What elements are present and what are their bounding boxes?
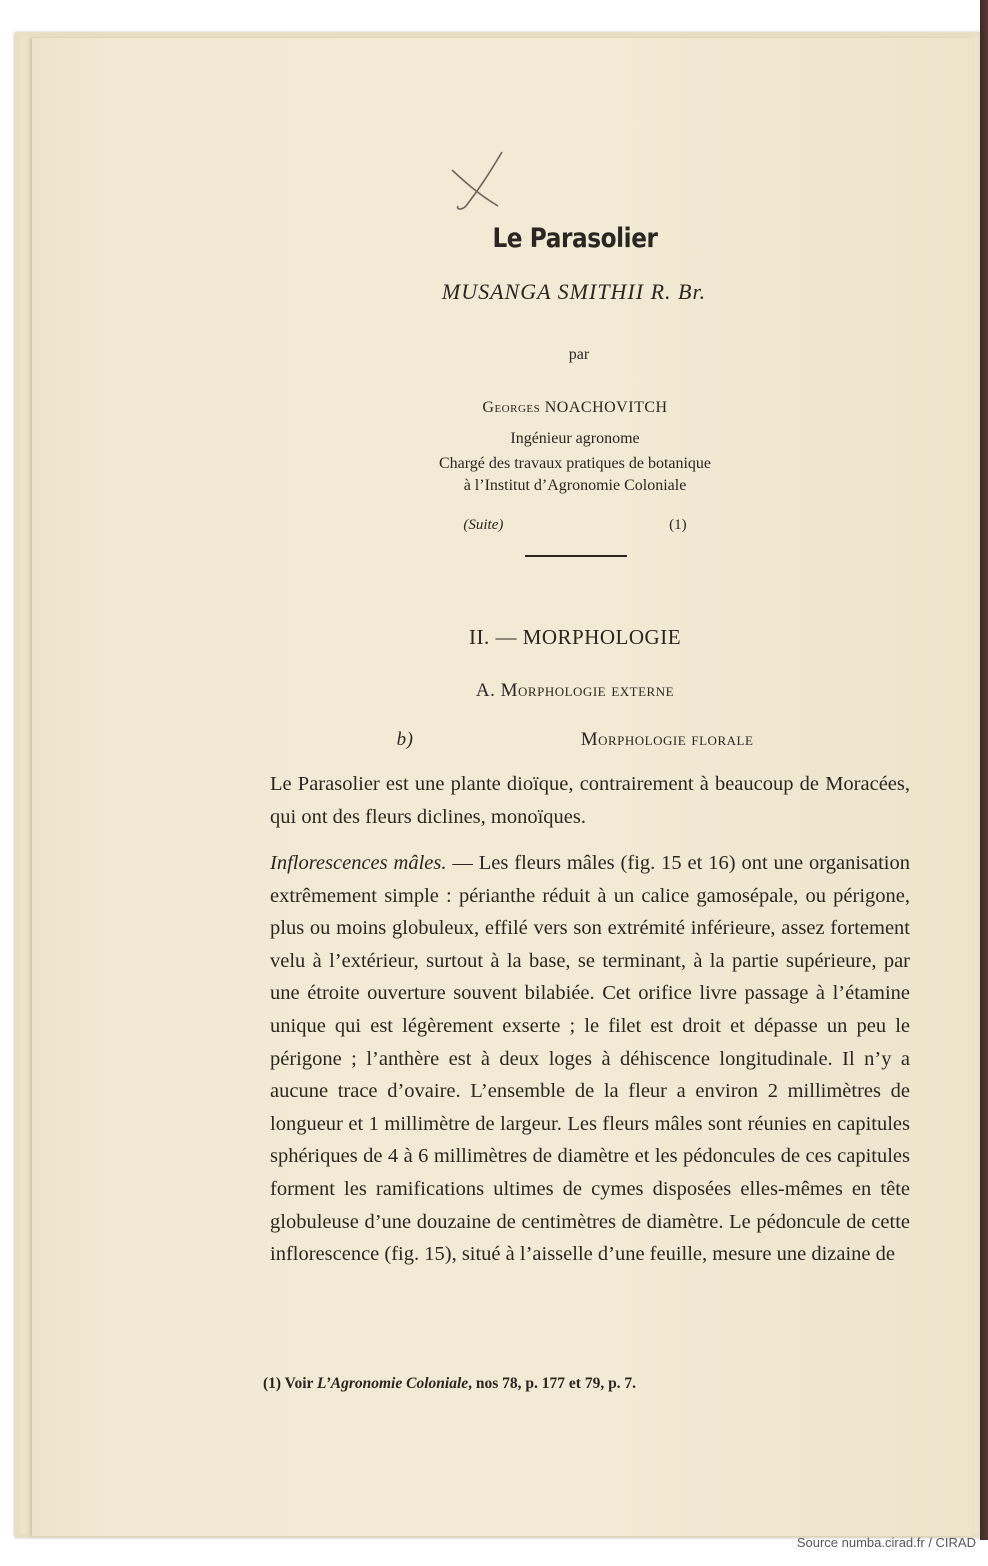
species-name: MUSANGA SMITHII R. Br. — [441, 279, 707, 304]
affiliation-line-1: Ingénieur agronome — [510, 430, 640, 447]
subsection-b-heading — [0, 729, 988, 751]
affiliation-line-3: à l’Institut d’Agronomie Coloniale — [463, 477, 687, 494]
handwritten-x-mark — [440, 148, 510, 218]
footnote-number: (1) Voir — [263, 1375, 314, 1392]
footnote-rest: , nos 78, p. 177 et 79, p. 7. — [468, 1375, 637, 1392]
affiliation-line-2: Chargé des travaux pratiques de botanique — [438, 455, 712, 472]
footnote — [263, 1375, 913, 1393]
subsection-b-letter: b) — [396, 729, 414, 750]
source-credit: Source numba.cirad.fr / CIRAD — [796, 1535, 976, 1550]
paragraph-1-text: Le Parasolier est une plante dioïque, contrairement à beaucoup de Moracées, qui ont des fleurs diclines, monoïques. — [270, 773, 910, 828]
paragraph-1 — [270, 768, 910, 833]
footnote-journal: L’Agronomie Coloniale — [316, 1375, 469, 1392]
book-spine — [980, 0, 988, 1540]
suite-label: (Suite) — [463, 517, 504, 533]
paragraph-2 — [270, 847, 910, 1271]
subsection-b-title: Morphologie florale — [580, 729, 754, 750]
suite-note — [0, 517, 988, 534]
paragraph-2-text: — Les fleurs mâles (fig. 15 et 16) ont une organisation extrêmement simple : périanthe réduit à un calice gamosépale, ou périgone, plus ou moins globuleux, effilé vers son extrémité inférieure, assez fortement velu à l’extérieur, surtout à la base, se terminant, à la partie supérieure, par une étroite ouverture souvent bilabiée. Cet orifice livre passage à l’étamine unique qui est légèrement exserte ; le filet est droit et dépasse un peu le périgone ; l’anthère est à deux loges à déhiscence longitudinale. Il n’y a aucune trace d’ovaire. L’ensemble de la fleur a environ 2 millimètres de longueur et 1 millimètre de largeur. Les fleurs mâles sont réunies en capitules sphériques de 4 à 6 millimètres de diamètre et les pédoncules de ces capitules forment les ramifications ultimes de cymes disposées elles-mêmes en tête globuleuse d’une douzaine de centimètres de diamètre. Le pédoncule de cette inflorescence (fig. 15), situé à l’aisselle d’une feuille, mesure une dizaine de — [270, 852, 910, 1266]
author-name: Georges NOACHOVITCH — [482, 399, 668, 416]
paragraph-2-lead: Inflorescences mâles. — [270, 852, 447, 874]
suite-footnote-ref: (1) — [669, 517, 687, 533]
byline-par: par — [568, 346, 590, 363]
title-divider — [525, 555, 627, 557]
subsection-a-heading: A. Morphologie externe — [475, 680, 675, 701]
section-heading: II. — MORPHOLOGIE — [468, 625, 682, 649]
article-title: Le Parasolier — [492, 223, 658, 254]
